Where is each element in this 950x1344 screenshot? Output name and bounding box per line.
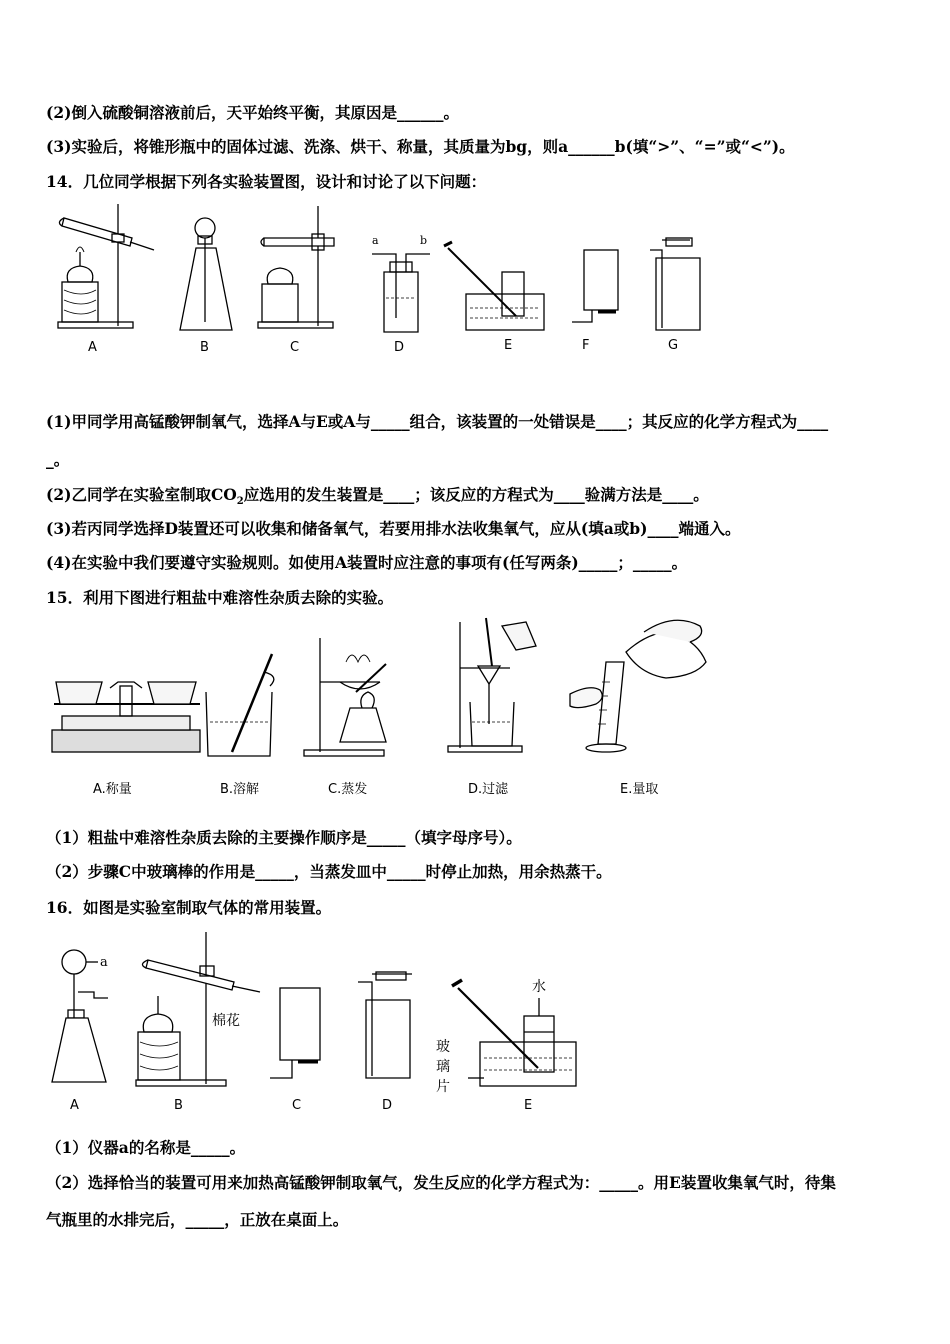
q15-label-a: A.称量 <box>93 782 132 797</box>
q16-cotton-label: 棉花 <box>212 1013 240 1029</box>
q14-apparatus-figure <box>50 198 710 358</box>
q15-title: 15．利用下图进行粗盐中难溶性杂质去除的实验。 <box>46 588 394 607</box>
q16-apparatus-b <box>136 932 260 1086</box>
q16-title: 16．如图是实验室制取气体的常用装置。 <box>46 898 332 917</box>
q16-apparatus-c <box>270 988 320 1078</box>
q15-part2: （2）步骤C中玻璃棒的作用是_____，当蒸发皿中_____时停止加热，用余热蒸干。 <box>46 862 612 881</box>
q15-label-e: E.量取 <box>620 782 659 797</box>
q14-apparatus-f <box>572 250 618 322</box>
q16-water-label: 水 <box>532 979 546 995</box>
q16-label-e: E <box>524 1098 533 1113</box>
q16-glass-plate-char3: 片 <box>436 1079 450 1095</box>
q16-part2-line2: 气瓶里的水排完后，_____，正放在桌面上。 <box>46 1210 349 1229</box>
q14-label-g: G <box>668 338 679 353</box>
q13-part2: (2)倒入硫酸铜溶液前后，天平始终平衡，其原因是______。 <box>46 103 459 122</box>
q14-apparatus-e <box>444 242 544 330</box>
q15-label-c: C.蒸发 <box>328 782 368 797</box>
q14-d-port-a: a <box>372 234 379 247</box>
q15-label-b: B.溶解 <box>220 782 260 797</box>
q14-part3: (3)若丙同学选择D装置还可以收集和储备氧气，若要用排水法收集氧气，应从(填a或b)____端通入。 <box>46 519 741 538</box>
q16-label-b: B <box>174 1098 183 1113</box>
q15-part1: （1）粗盐中难溶性杂质去除的主要操作顺序是_____（填字母序号）。 <box>46 828 522 847</box>
q15-balance <box>52 682 200 752</box>
q14-part4: (4)在实验中我们要遵守实验规则。如使用A装置时应注意的事项有(任写两条)_____；_____。 <box>46 553 688 572</box>
q16-apparatus-figure <box>48 928 608 1118</box>
q14-apparatus-d <box>372 234 430 332</box>
q14-d-port-b: b <box>420 234 428 247</box>
q15-label-d: D.过滤 <box>468 782 509 797</box>
q14-apparatus-a <box>58 204 154 328</box>
q16-label-c: C <box>292 1098 302 1113</box>
q14-part1-line2: _。 <box>46 450 70 469</box>
q16-apparatus-d <box>358 972 412 1078</box>
q16-part2-line1: （2）选择恰当的装置可用来加热高锰酸钾制取氧气，发生反应的化学方程式为：_____。用E装置收集氧气时，待集 <box>46 1173 836 1192</box>
q14-label-f: F <box>582 338 590 353</box>
q14-label-d: D <box>394 340 405 355</box>
q14-part1-line1: (1)甲同学用高锰酸钾制氧气，选择A与E或A与_____组合，该装置的一处错误是____；其反应的化学方程式为____ <box>46 412 829 431</box>
q14-apparatus-b <box>180 218 232 330</box>
q15-measuring <box>570 620 706 752</box>
q14-title: 14．几位同学根据下列各实验装置图，设计和讨论了以下问题： <box>46 172 487 191</box>
q16-label-a: A <box>70 1098 79 1113</box>
q14-apparatus-c <box>258 206 334 328</box>
q16-glass-plate-char2: 璃 <box>436 1059 450 1075</box>
q15-filtration <box>448 618 536 752</box>
q14-label-e: E <box>504 338 513 353</box>
q16-label-a-instrument: a <box>100 955 108 970</box>
q14-label-b: B <box>200 340 209 355</box>
q14-apparatus-g <box>650 238 700 330</box>
q14-label-c: C <box>290 340 300 355</box>
q14-part2: (2)乙同学在实验室制取$CO_2$应选用的发生装置是____；该反应的方程式为____验满方法是____。 <box>46 485 709 508</box>
q16-label-d: D <box>382 1098 393 1113</box>
q14-label-a: A <box>88 340 97 355</box>
q15-evaporation <box>304 638 386 756</box>
q16-apparatus-e <box>452 980 576 1086</box>
q16-part1: （1）仪器a的名称是_____。 <box>46 1138 246 1157</box>
q15-operations-figure <box>50 612 730 802</box>
q16-glass-plate-char1: 玻 <box>436 1039 450 1055</box>
q15-dissolve-beaker <box>206 654 274 756</box>
q13-part3: (3)实验后，将锥形瓶中的固体过滤、洗涤、烘干、称量，其质量为bg，则a______b(填“>”、“=”或“<”)。 <box>46 137 795 156</box>
